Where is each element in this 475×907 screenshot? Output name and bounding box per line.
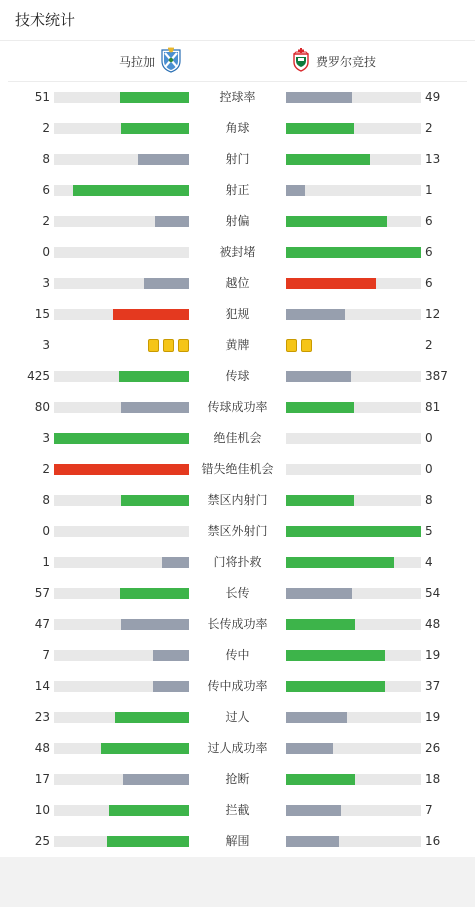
home-stat-bar <box>54 464 189 475</box>
away-team-name: 费罗尔竞技 <box>316 54 377 69</box>
home-stat-value: 57 <box>34 586 50 600</box>
away-stat-bar-fill <box>286 216 387 227</box>
stat-row <box>0 113 475 144</box>
away-stat-bar-fill <box>286 774 355 785</box>
yellow-card-icon <box>163 339 174 352</box>
home-stat-bar <box>54 278 189 289</box>
stat-row <box>0 578 475 609</box>
away-stat-bar-fill <box>286 588 352 599</box>
away-stat-bar <box>286 154 421 165</box>
away-stat-value: 2 <box>425 121 433 135</box>
stat-label: 过人成功率 <box>207 741 268 755</box>
away-stat-value: 49 <box>425 90 441 104</box>
away-stat-value: 6 <box>425 276 433 290</box>
home-stat-bar <box>54 681 189 692</box>
away-stat-value: 12 <box>425 307 441 321</box>
home-stat-bar-fill <box>107 836 189 847</box>
away-stat-bar-fill <box>286 712 347 723</box>
home-stat-bar-fill <box>153 681 189 692</box>
stat-row <box>0 392 475 423</box>
stat-row <box>0 640 475 671</box>
stat-row <box>0 733 475 764</box>
stat-label: 射门 <box>225 152 250 166</box>
home-stat-bar-fill <box>120 588 189 599</box>
away-stat-bar <box>286 247 421 258</box>
away-stat-bar <box>286 495 421 506</box>
home-stat-value: 2 <box>42 214 50 228</box>
home-stat-bar <box>54 836 189 847</box>
stat-row <box>0 330 475 361</box>
stat-row <box>0 175 475 206</box>
away-stat-bar <box>286 588 421 599</box>
home-stat-bar <box>54 743 189 754</box>
stat-row <box>0 795 475 826</box>
home-stat-value: 1 <box>42 555 50 569</box>
away-stat-bar-fill <box>286 650 385 661</box>
stat-label: 抢断 <box>225 772 250 786</box>
home-stat-bar <box>54 805 189 816</box>
home-stat-bar-fill <box>155 216 189 227</box>
stat-row <box>0 268 475 299</box>
home-stat-bar <box>54 123 189 134</box>
away-stat-bar-fill <box>286 495 354 506</box>
away-stat-bar <box>286 619 421 630</box>
stat-label: 控球率 <box>219 90 256 104</box>
stat-label: 越位 <box>225 276 250 290</box>
home-stat-value: 25 <box>34 834 50 848</box>
away-stat-bar <box>286 681 421 692</box>
home-stat-bar <box>54 402 189 413</box>
home-stat-value: 14 <box>34 679 50 693</box>
away-stat-bar <box>286 185 421 196</box>
stat-label: 黄牌 <box>225 338 250 352</box>
yellow-card-icon <box>286 339 297 352</box>
away-stat-bar-fill <box>286 371 351 382</box>
away-stat-bar <box>286 92 421 103</box>
home-stat-bar <box>54 588 189 599</box>
stat-label: 长传 <box>225 586 250 600</box>
stat-row <box>0 454 475 485</box>
away-stat-value: 18 <box>425 772 441 786</box>
home-stat-bar <box>54 774 189 785</box>
home-stat-bar <box>54 92 189 103</box>
home-stat-bar-fill <box>123 774 189 785</box>
away-stat-bar <box>286 309 421 320</box>
home-stat-bar-fill <box>109 805 189 816</box>
stat-label: 射偏 <box>225 214 250 228</box>
away-stat-bar <box>286 712 421 723</box>
home-stat-value: 2 <box>42 462 50 476</box>
home-stat-bar <box>54 650 189 661</box>
home-stat-value: 10 <box>34 803 50 817</box>
away-stat-value: 6 <box>425 214 433 228</box>
home-stat-bar <box>54 309 189 320</box>
away-stat-bar-fill <box>286 619 355 630</box>
home-stat-bar-fill <box>138 154 189 165</box>
away-stat-value: 7 <box>425 803 433 817</box>
home-stat-bar <box>54 619 189 630</box>
stat-label: 被封堵 <box>219 245 256 259</box>
home-team[interactable] <box>119 41 183 81</box>
stat-label: 解围 <box>225 834 250 848</box>
stat-label: 长传成功率 <box>207 617 268 631</box>
stat-row <box>0 299 475 330</box>
away-stat-bar-fill <box>286 92 352 103</box>
home-stat-value: 425 <box>27 369 50 383</box>
home-stat-bar-fill <box>121 495 189 506</box>
away-stat-value: 26 <box>425 741 441 755</box>
stat-row <box>0 671 475 702</box>
home-stat-value: 3 <box>42 431 50 445</box>
home-stat-value: 3 <box>42 338 50 352</box>
stat-row <box>0 547 475 578</box>
home-stat-bar-fill <box>162 557 189 568</box>
away-stat-bar-fill <box>286 805 341 816</box>
away-stat-bar-fill <box>286 681 385 692</box>
stat-row <box>0 144 475 175</box>
stat-row <box>0 361 475 392</box>
away-stat-value: 4 <box>425 555 433 569</box>
stat-label: 传中成功率 <box>207 679 268 693</box>
home-stat-bar-fill <box>121 402 189 413</box>
away-stat-bar <box>286 557 421 568</box>
stat-label: 绝佳机会 <box>213 431 262 445</box>
away-stat-bar-fill <box>286 185 305 196</box>
home-stat-bar-fill <box>54 464 189 475</box>
away-stat-bar <box>286 402 421 413</box>
stat-row <box>0 826 475 857</box>
home-stat-value: 48 <box>34 741 50 755</box>
stat-row <box>0 423 475 454</box>
stat-row <box>0 82 475 113</box>
home-stat-value: 6 <box>42 183 50 197</box>
home-stat-value: 23 <box>34 710 50 724</box>
home-stat-bar-fill <box>101 743 189 754</box>
home-stat-bar-fill <box>153 650 189 661</box>
home-stat-bar-fill <box>113 309 189 320</box>
home-stat-value: 0 <box>42 524 50 538</box>
racing-ferrol-crest-icon <box>292 48 310 75</box>
stat-label: 过人 <box>225 710 250 724</box>
away-stat-bar <box>286 464 421 475</box>
home-stat-bar-fill <box>115 712 189 723</box>
stat-row <box>0 609 475 640</box>
away-stat-value: 54 <box>425 586 441 600</box>
away-stat-bar <box>286 774 421 785</box>
home-stat-value: 2 <box>42 121 50 135</box>
away-stat-value: 8 <box>425 493 433 507</box>
stat-label: 传球 <box>225 369 250 383</box>
away-stat-bar <box>286 805 421 816</box>
home-stat-value: 80 <box>34 400 50 414</box>
away-stat-bar-fill <box>286 557 394 568</box>
teams-header <box>8 41 467 82</box>
away-stat-value: 19 <box>425 710 441 724</box>
stats-list <box>0 82 475 857</box>
home-stat-bar-fill <box>121 123 189 134</box>
away-team[interactable] <box>292 41 376 81</box>
away-stat-bar-fill <box>286 154 370 165</box>
away-stat-value: 2 <box>425 338 433 352</box>
home-stat-bar-fill <box>119 371 189 382</box>
stat-label: 犯规 <box>225 307 250 321</box>
away-stat-bar-fill <box>286 526 421 537</box>
home-stat-value: 8 <box>42 152 50 166</box>
away-stat-bar <box>286 743 421 754</box>
away-stat-bar <box>286 526 421 537</box>
away-stat-value: 1 <box>425 183 433 197</box>
stat-label: 传球成功率 <box>207 400 268 414</box>
home-stat-bar <box>54 216 189 227</box>
home-stat-bar <box>54 433 189 444</box>
away-stat-bar <box>286 836 421 847</box>
home-stat-bar-fill <box>120 92 189 103</box>
away-stat-bar-fill <box>286 123 354 134</box>
stat-row <box>0 764 475 795</box>
away-stat-bar-fill <box>286 836 339 847</box>
yellow-card-icon <box>301 339 312 352</box>
home-stat-value: 7 <box>42 648 50 662</box>
yellow-card-icon <box>178 339 189 352</box>
away-stat-bar-fill <box>286 402 354 413</box>
stat-row <box>0 237 475 268</box>
away-stat-bar-fill <box>286 309 345 320</box>
stat-label: 传中 <box>225 648 250 662</box>
stat-row <box>0 206 475 237</box>
away-stat-value: 16 <box>425 834 441 848</box>
away-stat-bar-fill <box>286 743 333 754</box>
away-stat-value: 387 <box>425 369 448 383</box>
home-stat-bar-fill <box>54 433 189 444</box>
away-stat-bar <box>286 433 421 444</box>
away-stat-bar <box>286 650 421 661</box>
home-stat-bar <box>54 495 189 506</box>
home-stat-bar <box>54 185 189 196</box>
home-stat-bar <box>54 371 189 382</box>
home-stat-value: 17 <box>34 772 50 786</box>
home-stat-value: 51 <box>34 90 50 104</box>
stat-label: 射正 <box>225 183 250 197</box>
away-stat-value: 48 <box>425 617 441 631</box>
home-stat-bar <box>54 247 189 258</box>
away-stat-value: 37 <box>425 679 441 693</box>
home-stat-bar-fill <box>144 278 189 289</box>
home-stat-bar <box>54 712 189 723</box>
away-stat-bar-fill <box>286 247 421 258</box>
yellow-card-icon <box>148 339 159 352</box>
home-stat-bar-fill <box>73 185 189 196</box>
stat-row <box>0 702 475 733</box>
away-stat-value: 0 <box>425 431 433 445</box>
stat-label: 角球 <box>225 121 250 135</box>
stat-row <box>0 516 475 547</box>
page-title: 技术统计 <box>0 0 475 41</box>
stat-label: 错失绝佳机会 <box>201 462 274 476</box>
stat-label: 拦截 <box>225 803 250 817</box>
away-stat-bar <box>286 371 421 382</box>
home-stat-value: 47 <box>34 617 50 631</box>
stat-label: 禁区外射门 <box>207 524 268 538</box>
home-stat-value: 0 <box>42 245 50 259</box>
home-stat-value: 15 <box>34 307 50 321</box>
away-stat-bar-fill <box>286 278 376 289</box>
away-stat-bar <box>286 123 421 134</box>
home-team-name: 马拉加 <box>118 54 155 69</box>
away-stat-value: 6 <box>425 245 433 259</box>
away-stat-value: 81 <box>425 400 441 414</box>
stat-label: 禁区内射门 <box>207 493 268 507</box>
home-stat-value: 8 <box>42 493 50 507</box>
away-yellow-cards <box>286 339 312 352</box>
home-stat-value: 3 <box>42 276 50 290</box>
malaga-crest-icon <box>159 47 183 76</box>
away-stat-value: 5 <box>425 524 433 538</box>
home-stat-bar <box>54 154 189 165</box>
away-stat-bar <box>286 216 421 227</box>
home-yellow-cards <box>148 339 189 352</box>
away-stat-value: 0 <box>425 462 433 476</box>
stat-row <box>0 485 475 516</box>
away-stat-value: 19 <box>425 648 441 662</box>
home-stat-bar <box>54 526 189 537</box>
stat-label: 门将扑救 <box>213 555 262 569</box>
home-stat-bar-fill <box>121 619 189 630</box>
home-stat-bar <box>54 557 189 568</box>
away-stat-bar <box>286 278 421 289</box>
away-stat-value: 13 <box>425 152 441 166</box>
